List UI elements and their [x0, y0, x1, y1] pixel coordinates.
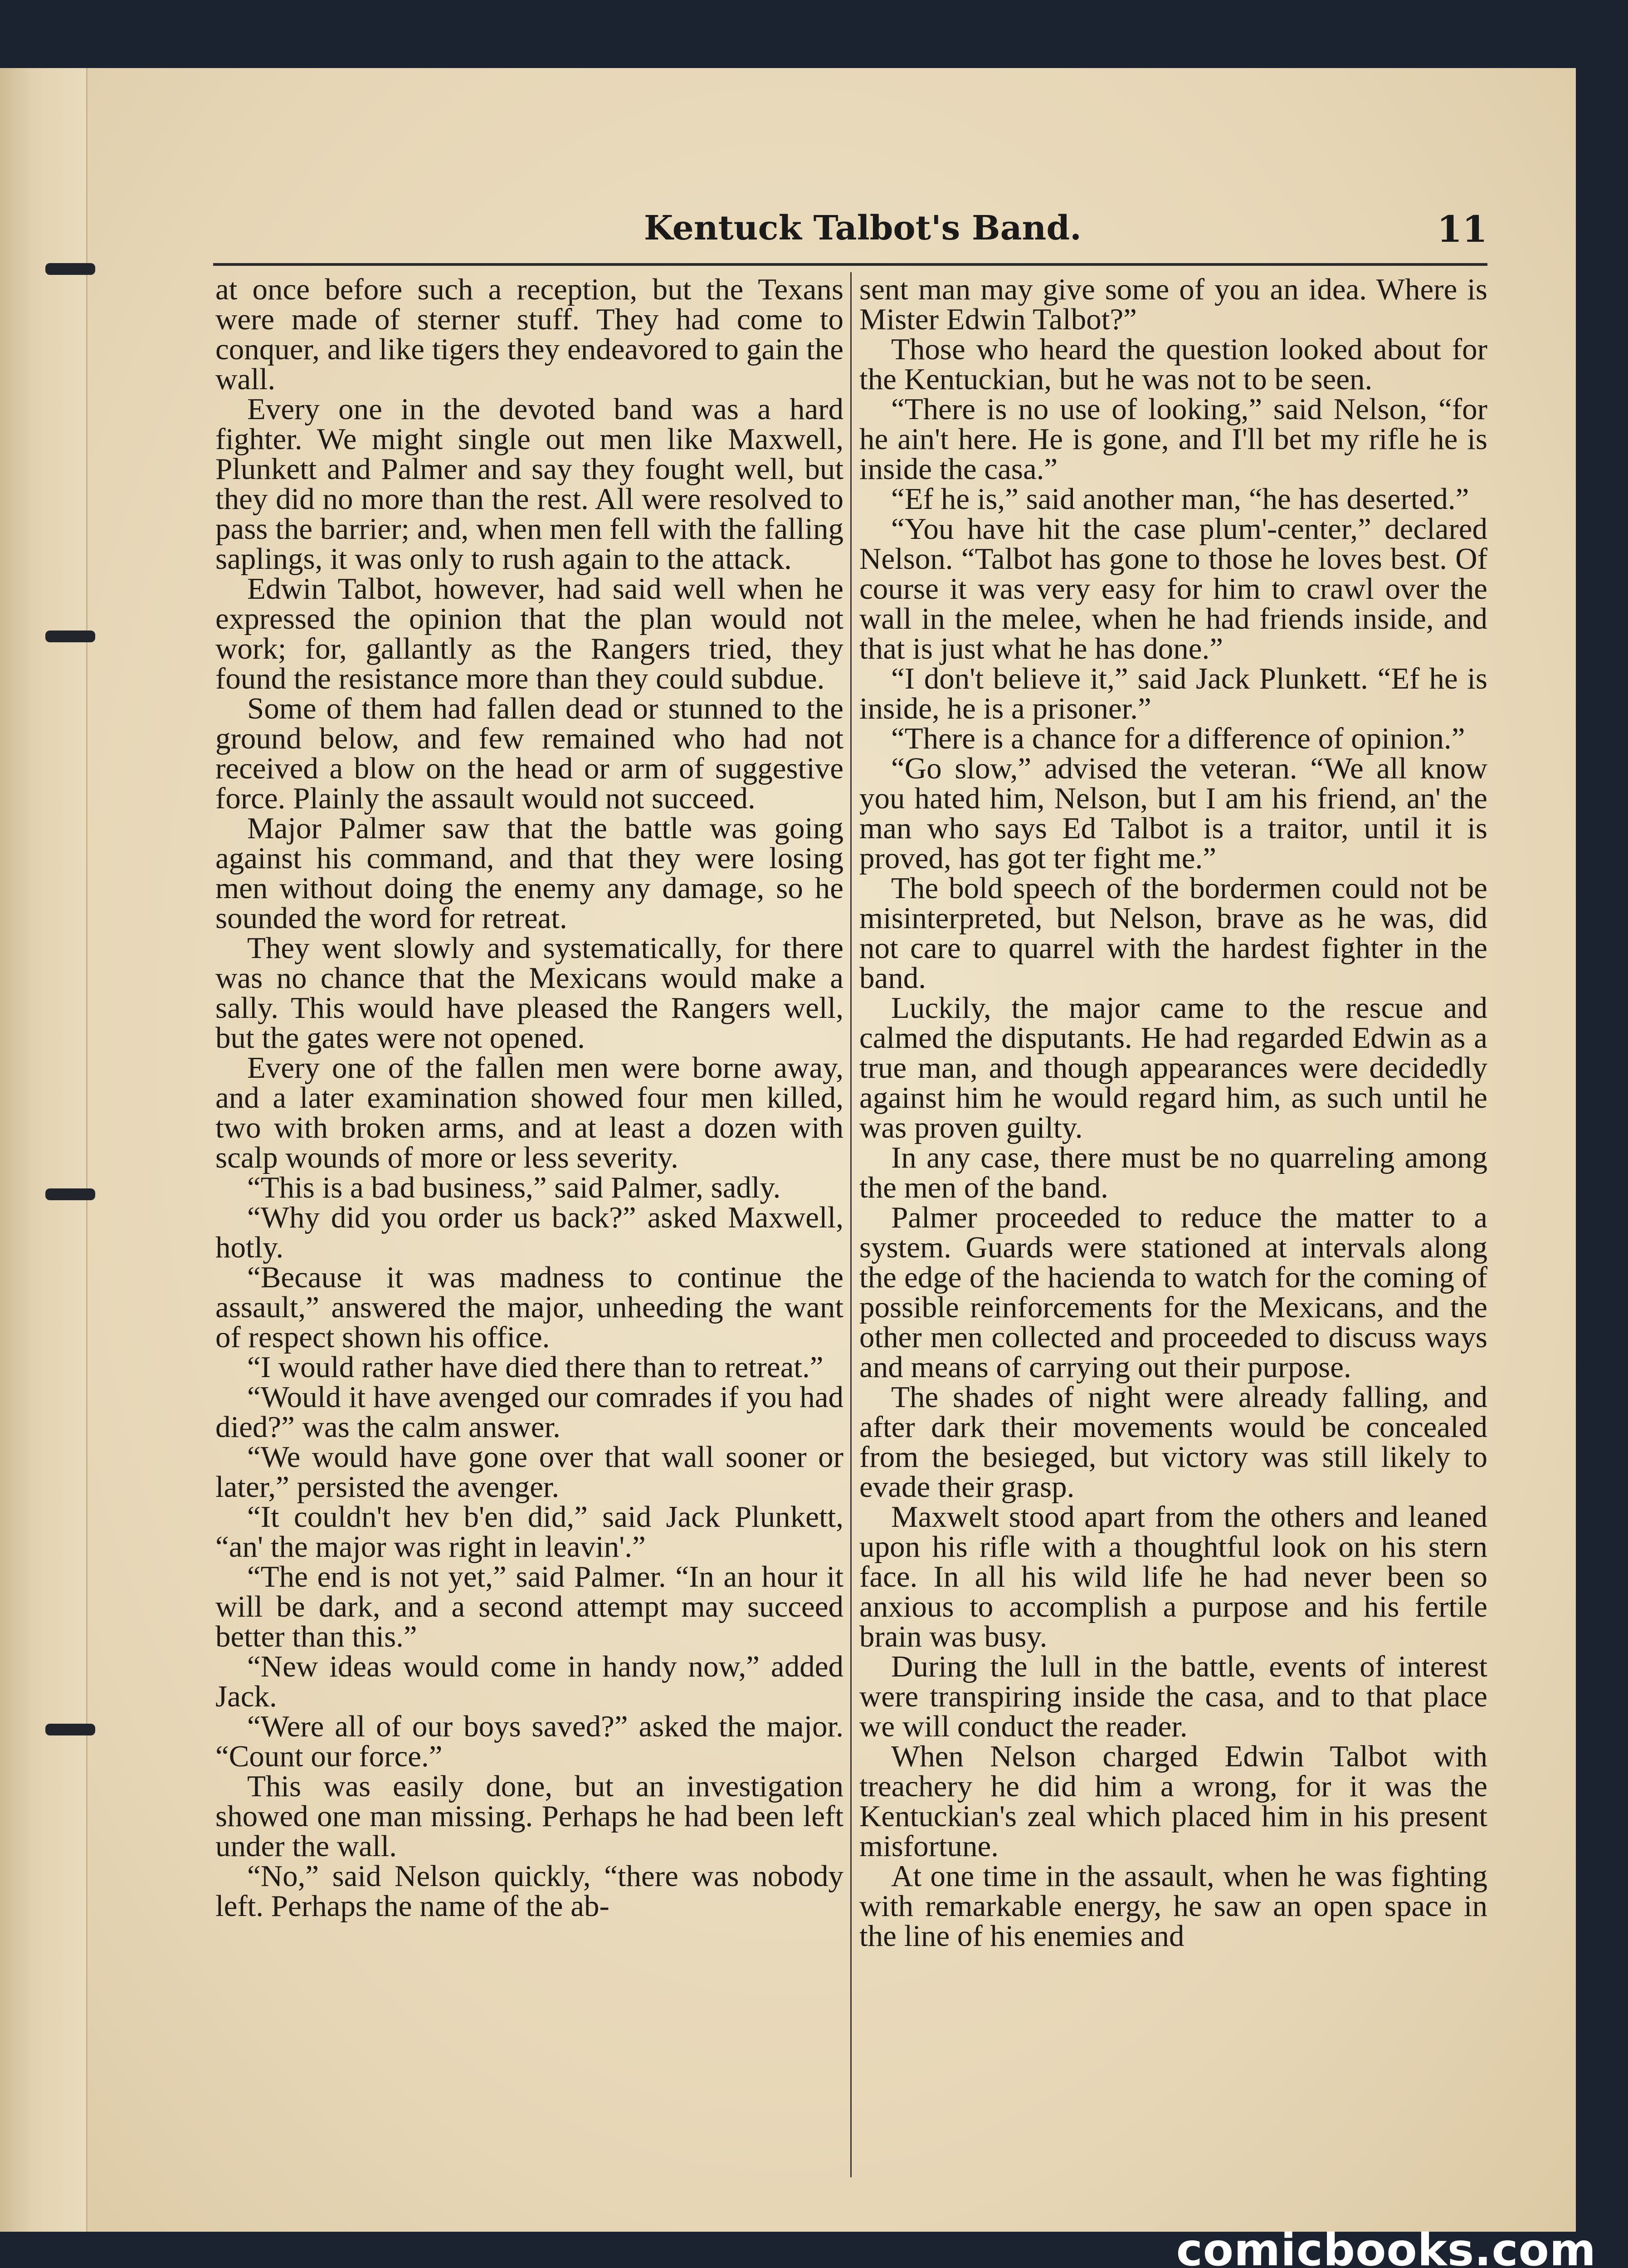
paragraph: Every one of the fallen men were borne away, and a later examination showed four men killed, two with broken arms, and at least a dozen with scalp wounds of more or less severity.	[215, 1051, 843, 1174]
paragraph: This was easily done, but an investigation showed one man missing. Perhaps he had been left under the wall.	[215, 1769, 843, 1863]
paragraph: At one time in the assault, when he was fighting with remarkable energy, he saw an open space in the line of his enemies and	[859, 1859, 1487, 1953]
paragraph: They went slowly and systematically, for there was no chance that the Mexicans would make a sally. This would have pleased the Rangers well, but the gates were not opened.	[215, 931, 843, 1055]
paragraph: Every one in the devoted band was a hard fighter. We might single out men like Maxwell, Plunkett and Palmer and say they fought well, but they did no more than the rest. All were resolved to pass the barrier; and, when men fell with the falling saplings, it was only to rush again to the attack.	[215, 392, 843, 576]
paragraph: sent man may give some of you an idea. Where is Mister Edwin Talbot?”	[859, 274, 1487, 336]
paragraph: “Why did you order us back?” asked Maxwell, hotly.	[215, 1201, 843, 1264]
running-header	[213, 204, 1487, 266]
watermark: comicbooks.com	[1176, 2224, 1596, 2268]
paragraph: “You have hit the case plum'-center,” declared Nelson. “Talbot has gone to those he loves best. Of course it was very easy for him to crawl over the wall in the melee, when he had friends inside, and that is just what he has done.”	[859, 512, 1487, 665]
paragraph: When Nelson charged Edwin Talbot with treachery he did him a wrong, for it was the Kentuckian's zeal which placed him in his present misfortune.	[859, 1740, 1487, 1863]
paragraph: “New ideas would come in handy now,” added Jack.	[215, 1650, 843, 1713]
paragraph: Maxwelt stood apart from the others and leaned upon his rifle with a thoughtful look on his stern face. In all his wild life he had never been so anxious to accomplish a purpose and his fertile brain was busy.	[859, 1500, 1487, 1653]
book-spine	[0, 68, 88, 2232]
paragraph: In any case, there must be no quarreling among the men of the band.	[859, 1141, 1487, 1204]
paragraph: Palmer proceeded to reduce the matter to a system. Guards were stationed at intervals along the edge of the hacienda to watch for the coming of possible reinforcements for the Mexicans, and the other men collected and proceeded to discuss ways and means of carrying out their purpose.	[859, 1201, 1487, 1384]
paragraph: “I would rather have died there than to retreat.”	[247, 1350, 824, 1384]
paragraph: Edwin Talbot, however, had said well when he expressed the opinion that the plan would not work; for, gallantly as the Rangers tried, they found the resistance more than they could subdue.	[215, 572, 843, 695]
paragraph: “There is a chance for a difference of opinion.”	[891, 722, 1465, 755]
binding-stitch	[45, 263, 95, 275]
page-number: 11	[1437, 208, 1487, 250]
paragraph: “There is no use of looking,” said Nelson, “for he ain't here. He is gone, and I'll bet my rifle he is inside the casa.”	[859, 392, 1487, 486]
paragraph: During the lull in the battle, events of interest were transpiring inside the casa, and to that place we will conduct the reader.	[859, 1650, 1487, 1743]
paragraph: “Go slow,” advised the veteran. “We all know you hated him, Nelson, but I am his friend, an' the man who says Ed Talbot is a traitor, until it is proved, has got ter fight me.”	[859, 752, 1487, 875]
paragraph: Major Palmer saw that the battle was going against his command, and that they were losing men without doing the enemy any damage, so he sounded the word for retreat.	[215, 811, 843, 935]
paragraph: “It couldn't hev b'en did,” said Jack Plunkett, “an' the major was right in leavin'.”	[215, 1500, 843, 1564]
text-column-left	[215, 274, 843, 2180]
book-page	[0, 68, 1576, 2232]
paragraph: “We would have gone over that wall sooner or later,” persisted the avenger.	[215, 1440, 843, 1504]
paragraph: “Were all of our boys saved?” asked the major. “Count our force.”	[215, 1710, 843, 1773]
binding-stitch	[45, 1188, 95, 1200]
binding-stitch	[45, 1724, 95, 1735]
binding-stitch	[45, 631, 95, 642]
paragraph: “No,” said Nelson quickly, “there was nobody left. Perhaps the name of the ab-	[215, 1859, 843, 1923]
paragraph: Some of them had fallen dead or stunned to the ground below, and few remained who had not received a blow on the head or arm of suggestive force. Plainly the assault would not succeed.	[215, 692, 843, 815]
paragraph: “This is a bad business,” said Palmer, sadly.	[247, 1171, 781, 1204]
paragraph: The bold speech of the bordermen could not be misinterpreted, but Nelson, brave as he was, did not care to quarrel with the hardest fighter in the band.	[859, 871, 1487, 995]
paragraph: “Would it have avenged our comrades if you had died?” was the calm answer.	[215, 1380, 843, 1444]
text-column-right	[859, 274, 1487, 2180]
paragraph: “Because it was madness to continue the assault,” answered the major, unheeding the want of respect shown his office.	[215, 1261, 843, 1354]
paragraph: at once before such a reception, but the Texans were made of sterner stuff. They had come to conquer, and like tigers they endeavored to gain the wall.	[215, 274, 843, 396]
column-divider	[850, 272, 852, 2177]
running-title: Kentuck Talbot's Band.	[644, 209, 1082, 248]
paragraph: The shades of night were already falling, and after dark their movements would be concealed from the besieged, but victory was still likely to evade their grasp.	[859, 1380, 1487, 1504]
paragraph: “Ef he is,” said another man, “he has deserted.”	[891, 482, 1469, 516]
paragraph: Those who heard the question looked about for the Kentuckian, but he was not to be seen.	[859, 332, 1487, 396]
paragraph: Luckily, the major came to the rescue and calmed the disputants. He had regarded Edwin as a true man, and though appearances were decidedly against him he would regard him, as such until he was proven guilty.	[859, 991, 1487, 1144]
paragraph: “The end is not yet,” said Palmer. “In an hour it will be dark, and a second attempt may succeed better than this.”	[215, 1560, 843, 1653]
paragraph: “I don't believe it,” said Jack Plunkett. “Ef he is inside, he is a prisoner.”	[859, 662, 1487, 725]
